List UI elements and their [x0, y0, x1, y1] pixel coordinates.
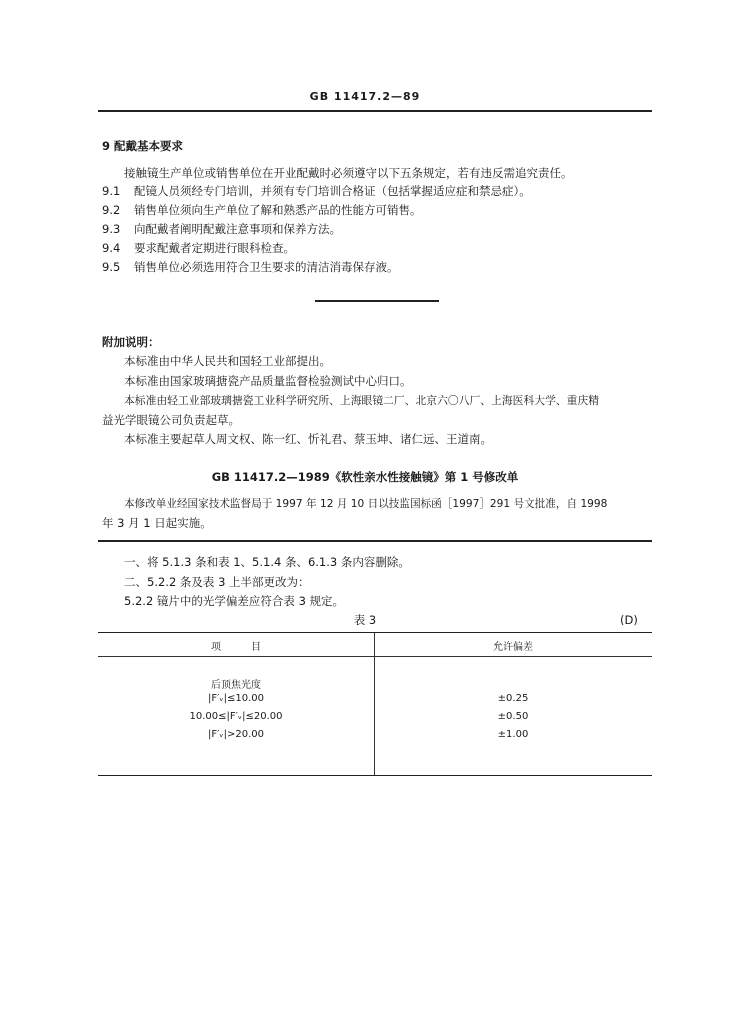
item-text: 配镜人员须经专门培训，并须有专门培训合格证（包括掌握适应症和禁忌症）。 — [134, 184, 531, 198]
section-end-rule — [315, 300, 439, 302]
group-label: 后顶焦光度 — [211, 680, 261, 691]
item-number: 9.4 — [102, 241, 121, 255]
column-header-tolerance: 允许偏差 — [493, 642, 533, 653]
table-row-item: 10.00≤|F′ᵥ|≤20.00 — [189, 711, 283, 722]
item-number: 9.3 — [102, 222, 121, 236]
note-line: 本标准由国家玻璃搪瓷产品质量监督检验测试中心归口。 — [124, 374, 412, 388]
additional-notes-title: 附加说明： — [102, 335, 160, 349]
list-item — [102, 184, 531, 198]
change-line: 5.2.2 镜片中的光学偏差应符合表 3 规定。 — [124, 594, 345, 608]
item-text: 要求配戴者定期进行眼科检查。 — [134, 241, 295, 255]
list-item — [102, 203, 422, 217]
item-text: 销售单位须向生产单位了解和熟悉产品的性能方可销售。 — [134, 203, 422, 217]
note-line: 本标准由中华人民共和国轻工业部提出。 — [124, 354, 331, 368]
header-rule — [98, 110, 652, 112]
list-item — [102, 241, 295, 255]
note-line: 益光学眼镜公司负责起草。 — [102, 413, 240, 427]
table-caption: 表 3 — [353, 613, 377, 627]
amendment-title: GB 11417.2—1989《软性亲水性接触镜》第 1 号修改单 — [211, 470, 519, 484]
item-number: 9.5 — [102, 260, 121, 274]
table-row-item: |F′ᵥ|>20.00 — [208, 729, 264, 740]
item-text: 销售单位必须选用符合卫生要求的清洁消毒保存液。 — [134, 260, 399, 274]
item-number: 9.2 — [102, 203, 121, 217]
document-code-header: GB 11417.2—89 — [309, 90, 421, 103]
item-text: 向配戴者阐明配戴注意事项和保养方法。 — [134, 222, 341, 236]
note-line: 本标准主要起草人周文权、陈一红、忻礼君、蔡玉坤、诸仁远、王道南。 — [124, 432, 492, 446]
change-line: 一、将 5.1.3 条和表 1、5.1.4 条、6.1.3 条内容删除。 — [124, 555, 410, 569]
table-row-tolerance: ±1.00 — [497, 729, 529, 740]
amendment-rule — [98, 540, 652, 542]
item-number: 9.1 — [102, 184, 121, 198]
table-header-rule — [98, 656, 652, 657]
section-intro: 接触镜生产单位或销售单位在开业配戴时必须遵守以下五条规定，若有违反需追究责任。 — [124, 166, 573, 180]
table-row-item: |F′ᵥ|≤10.00 — [208, 693, 264, 704]
amendment-approval: 本修改单业经国家技术监督局于 1997 年 12 月 10 日以技监国标函［1997］291 号文批准，自 1998 — [124, 498, 608, 510]
list-item — [102, 222, 341, 236]
list-item — [102, 260, 399, 274]
table-row-tolerance: ±0.50 — [497, 711, 529, 722]
table-row-tolerance: ±0.25 — [497, 693, 529, 704]
amendment-approval: 年 3 月 1 日起实施。 — [102, 516, 212, 530]
table-unit: (D) — [620, 613, 638, 627]
table-3 — [98, 632, 652, 776]
note-line: 本标准由轻工业部玻璃搪瓷工业科学研究所、上海眼镜二厂、北京六〇八厂、上海医科大学、重庆精 — [124, 394, 600, 407]
table-divider — [374, 633, 375, 775]
section-title: 9 配戴基本要求 — [102, 139, 184, 153]
column-header-item: 项 目 — [211, 642, 261, 653]
change-line: 二、5.2.2 条及表 3 上半部更改为： — [124, 575, 310, 589]
